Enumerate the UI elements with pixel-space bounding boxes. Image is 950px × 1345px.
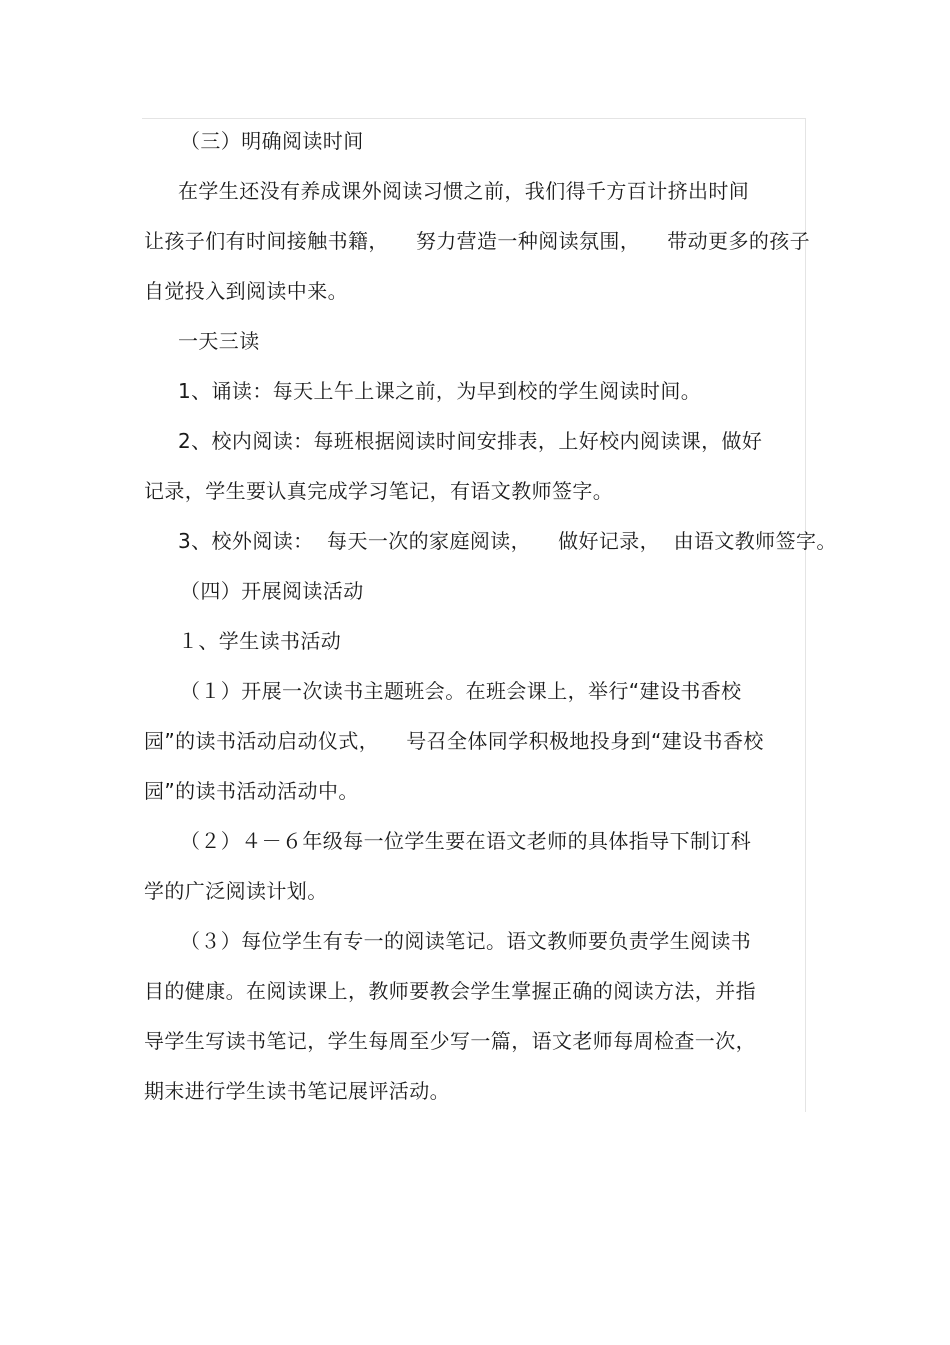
- paragraph-line: 园”的读书活动活动中。: [144, 779, 359, 803]
- list-item: 2、校内阅读：每班根据阅读时间安排表，上好校内阅读课，做好: [178, 429, 763, 453]
- paragraph-line: 园”的读书活动启动仪式， 号召全体同学积极地投身到“建设书香校: [144, 729, 764, 753]
- list-item: （３）每位学生有专一的阅读笔记。语文教师要负责学生阅读书: [180, 929, 752, 953]
- list-item: 3、校外阅读： 每天一次的家庭阅读， 做好记录， 由语文教师签字。: [178, 529, 837, 553]
- paragraph-line: 目的健康。在阅读课上，教师要教会学生掌握正确的阅读方法，并指: [144, 979, 756, 1003]
- paragraph-line: 自觉投入到阅读中来。: [144, 279, 348, 303]
- list-item: （２）４－６年级每一位学生要在语文老师的具体指导下制订科: [180, 829, 752, 853]
- list-item: （１）开展一次读书主题班会。在班会课上，举行“建设书香校: [180, 679, 742, 703]
- section-heading-4: （四）开展阅读活动: [180, 579, 364, 603]
- section-heading-3: （三）明确阅读时间: [180, 129, 364, 153]
- paragraph-line: 让孩子们有时间接触书籍， 努力营造一种阅读氛围， 带动更多的孩子: [144, 229, 811, 253]
- subheading: １、学生读书活动: [178, 629, 342, 653]
- paragraph-line: 学的广泛阅读计划。: [144, 879, 328, 903]
- paragraph-line: 导学生写读书笔记，学生每周至少写一篇，语文老师每周检查一次，: [144, 1029, 756, 1053]
- paragraph-line: 记录，学生要认真完成学习笔记，有语文教师签字。: [144, 479, 614, 503]
- list-item: 1、诵读：每天上午上课之前，为早到校的学生阅读时间。: [178, 379, 702, 403]
- paragraph-line: 在学生还没有养成课外阅读习惯之前，我们得千方百计挤出时间: [178, 179, 750, 203]
- paragraph-line: 期末进行学生读书笔记展评活动。: [144, 1079, 450, 1103]
- subheading: 一天三读: [178, 329, 260, 353]
